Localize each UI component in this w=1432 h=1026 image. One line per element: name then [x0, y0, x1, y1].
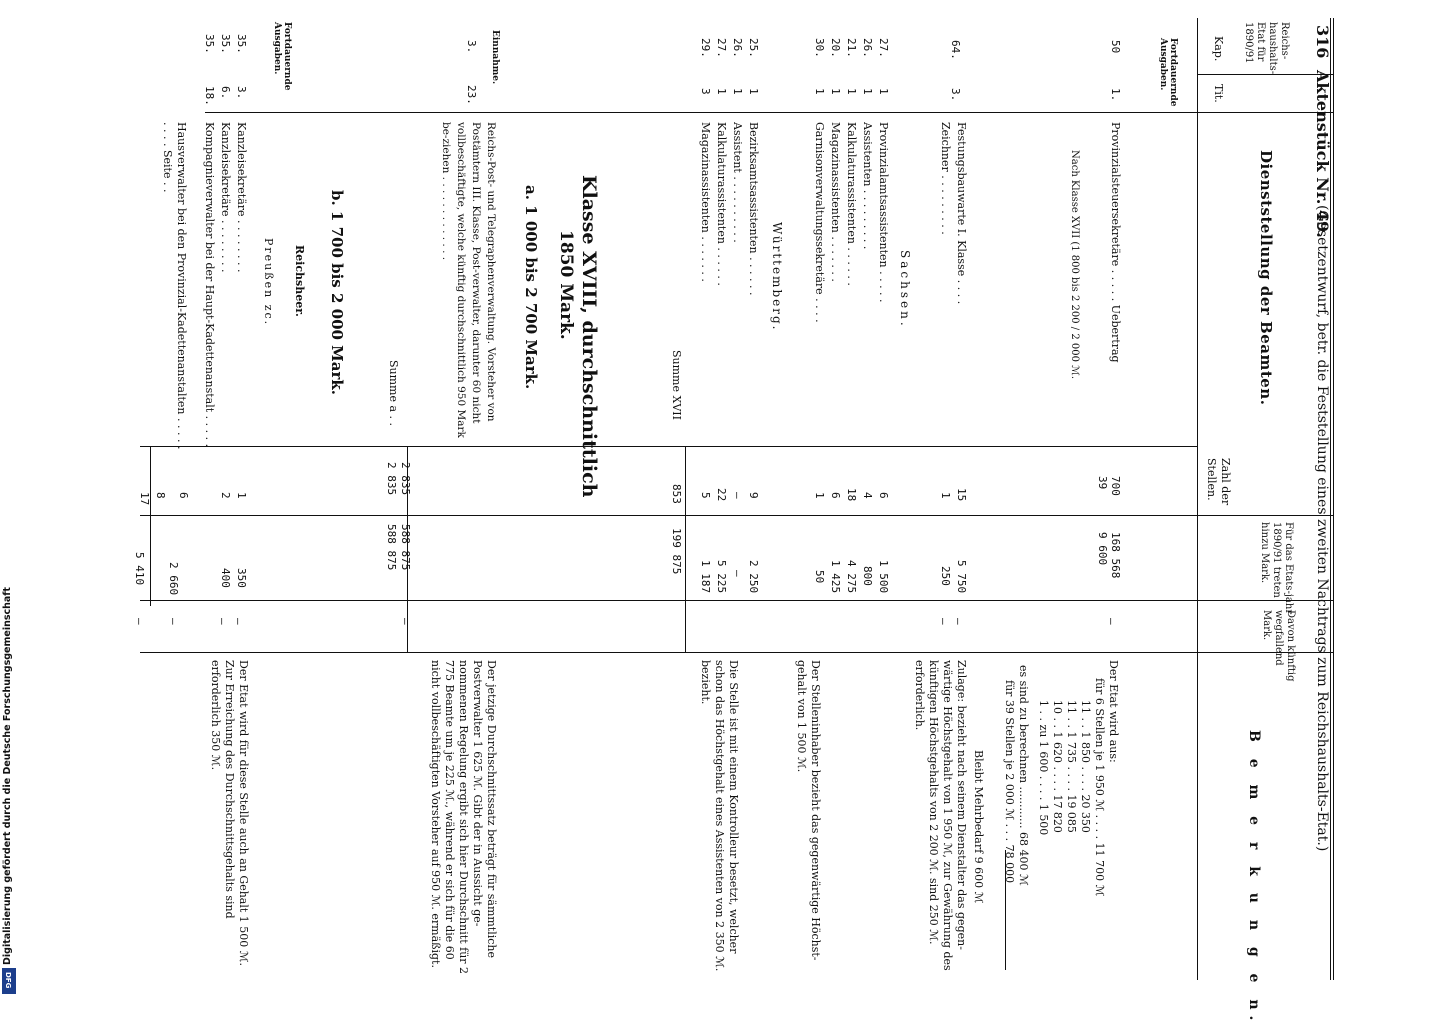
wuertt-1-kap: 25.: [747, 38, 760, 58]
block3-3-zahl: 6: [177, 492, 190, 499]
einnahme-tit: 23.: [465, 85, 478, 105]
remark-1-line-3: 11 . . 1 850 . . . . 20 350: [1079, 700, 1092, 833]
remark-1-line-8: für 39 Stellen je 2 000 ℳ . . . 78 000: [1003, 680, 1016, 884]
summe-xvii-mark: 199 875: [670, 528, 683, 575]
header-bemerkungen: B e m e r k u n g e n.: [1246, 730, 1262, 1026]
wuertt-4-kap: 29.: [699, 38, 712, 58]
page-title: Aktenstück Nr. 49.: [1313, 70, 1332, 238]
wuertt-2-tit: 1: [731, 88, 744, 95]
wuertt-2-zahl: —: [731, 492, 744, 499]
einnahme-mark: 588 875 588 875: [385, 524, 412, 571]
row3-mark: 250: [939, 566, 952, 586]
sachsen-4-text: Magazinassistenten . . . . . . .: [829, 122, 842, 282]
block3-2-tit: 6.: [219, 86, 232, 100]
sub-b-heading: b. 1 700 bis 2 000 Mark.: [328, 190, 346, 396]
sachsen-1-tit: 1: [877, 88, 890, 95]
sachsen-2-tit: 1: [861, 88, 874, 95]
wuertt-3-tit: 1: [715, 88, 728, 95]
wuertt-1-mark: 2 250: [747, 560, 760, 594]
sachsen-5-mark: 50: [813, 570, 826, 584]
sachsen-3-kap: 21.: [845, 38, 858, 58]
klasse-xviii-heading-2: 1850 Mark.: [556, 230, 576, 340]
preussen-heading: Preußen zc.: [262, 238, 275, 327]
sachsen-3-mark: 4 275: [845, 560, 858, 594]
header-kap: Kap.: [1212, 36, 1225, 62]
block3-3-kap: 35.: [203, 34, 216, 54]
section-fortdauernde-2: Fortdauernde Ausgaben.: [272, 22, 292, 91]
col-rule-dienst: [140, 446, 1197, 447]
wuertt-3-mark: 5 225: [715, 560, 728, 594]
block3-4-zahl: 8 17: [138, 492, 167, 506]
wuertt-4-mark: 1 187: [699, 560, 712, 594]
sachsen-4-mark: 1 425: [829, 560, 842, 594]
sachsen-4-tit: 1: [829, 88, 842, 95]
sachsen-3-text: Kalkulaturassistenten . . . . . .: [845, 122, 858, 286]
wuertt-3-text: Kalkulaturassistenten . . . . . .: [715, 122, 728, 286]
wuertt-2-kap: 26.: [731, 38, 744, 58]
digitization-credit: Digitalisierung gefördert durch die Deutsche Forschungsgemeinschaft: [2, 587, 13, 965]
block3-4-text: Hausverwalter bei den Provinzial-Kadettenanstalten . . . . . . . . . Seite . .: [161, 122, 188, 450]
sachsen-1-zahl: 6: [877, 492, 890, 499]
row2-mark: 5 750: [955, 560, 968, 594]
col-rule-mark: [140, 600, 1333, 601]
summe-xvii-zahl: 853: [670, 484, 683, 504]
page-subtitle: (Gesetzentwurf, betr. die Feststellung eines zweiten Nachtrags zum Reichshaushalts-Etat.): [1314, 205, 1330, 852]
row1-wegfall: —: [1105, 618, 1118, 625]
sachsen-5-text: Garnisonverwaltungssekretäre . . . .: [813, 122, 826, 323]
remark-3: Der Stelleninhaber bezieht das gegenwärtige Höchst-gehalt von 1 500 ℳ.: [795, 660, 822, 961]
block3-1-text: Kanzleisekretäre . . . . . . . .: [235, 122, 248, 273]
dfg-logo-text: DFG: [4, 972, 12, 989]
einnahme-kap: 3.: [465, 40, 478, 54]
summe-xvii-label: Summe XVII: [670, 350, 683, 420]
sachsen-3-zahl: 18: [845, 488, 858, 502]
block3-1-tit: 3.: [235, 86, 248, 100]
header-fuer-etatsjahr: Für das Etats-jahr 1890/91 treten hinzu Mark.: [1259, 522, 1294, 615]
remark-1-line-2: für 6 Stellen je 1 950 ℳ . . . . 11 700 ℳ: [1093, 678, 1106, 897]
sachsen-2-mark: 800: [861, 566, 874, 586]
remark-4: Die Stelle ist mit einem Kontrolleur besetzt, welcher schon das Höchstgehalt eines Assistenten von 2 350 ℳ. bezieht.: [699, 660, 740, 972]
remark-2: Zulage: bezieht nach seinem Dienstalter das gegen-wärtige Höchstgehalt von 1 950 ℳ, zur Gewährung des künftigen Höchstgehalts von 2 200 ℳ. sind 250 ℳ. erforderlich.: [913, 660, 968, 971]
row1-text: Provinzialsteuersekretäre . . . . . Uebertrag: [1109, 122, 1122, 363]
row2-tit: 3.: [949, 88, 962, 102]
header-rule-outer: [1333, 18, 1334, 980]
sachsen-4-kap: 20.: [829, 38, 842, 58]
sachsen-2-text: Assistenten . . . . . . . . .: [861, 122, 874, 250]
block3-2-zahl: 2: [219, 492, 232, 499]
wuertt-4-tit: 3: [699, 88, 712, 95]
row1-nach-klasse: Nach Klasse XVII (1 800 bis 2 200 / 2 000 ℳ.: [1069, 150, 1080, 379]
reichsheer-heading: Reichsheer.: [293, 245, 306, 317]
header-zahl: Zahl der Stellen.: [1204, 458, 1232, 506]
block3-1-zahl: 1: [235, 492, 248, 499]
header-dienststellung: Dienststellung der Beamten.: [1257, 150, 1275, 406]
sachsen-5-tit: 1: [813, 88, 826, 95]
page-number: 316: [1313, 25, 1332, 59]
einnahme-zahl: 2 835 2 835: [385, 462, 412, 496]
klasse-xviii-sub-a: a. 1 000 bis 2 700 Mark.: [522, 185, 540, 390]
sachsen-2-zahl: 4: [861, 492, 874, 499]
wuertt-1-text: Bezirksamtsassistenten . . . . . .: [747, 122, 760, 296]
wuertt-2-text: Assistent . . . . . . . . . .: [731, 122, 744, 243]
wuertt-4-zahl: 5: [699, 492, 712, 499]
block3-1-kap: 35.: [235, 34, 248, 54]
block3-1-wegfall: —: [232, 618, 245, 625]
remark-5: Der jetzige Durchschnittssatz beträgt für sämmtliche Postverwalter 1 625 ℳ. Gibt der in Aussicht ge-nommenen Regelung ergibt sich hier Durchschnitt für 2 775 Beamte um je 225 ℳ., während er sich für die 60 nicht vollbeschäftigten Vorsteher auf 950 ℳ. ermäßigt.: [429, 660, 498, 975]
row3-zahl: 1: [939, 492, 952, 499]
einnahme-wegfall: —: [399, 618, 412, 625]
block3-1-mark: 350: [235, 568, 248, 588]
block3-2-text: Kanzleisekretäre . . . . . . . .: [219, 122, 232, 273]
remark-1-line-5: 10 . . 1 620 . . . . 17 820: [1051, 700, 1064, 833]
wuertt-4-text: Magazinassistenten . . . . . . .: [699, 122, 712, 282]
header-tit: Tit.: [1212, 84, 1225, 103]
sachsen-3-tit: 1: [845, 88, 858, 95]
header-etat: Reichs-haushalts-Etat für 1890/91: [1243, 22, 1290, 75]
col-rule-wegfall: [140, 652, 1333, 653]
remark-1-line-7: es sind zu berechnen ............ 68 400 ℳ: [1017, 665, 1030, 886]
row3-text: Zeichner . . . . . . . . .: [939, 122, 952, 235]
block3-3-tit: 18.: [203, 86, 216, 106]
einnahme-summe: Summe a . .: [387, 360, 400, 427]
row1-zahl: 700 39: [1095, 476, 1122, 496]
header-rule-inner: [1197, 18, 1198, 980]
sum-rule-xvii: [685, 446, 686, 652]
sachsen-5-kap: 30.: [813, 38, 826, 58]
wuertt-3-zahl: 22: [715, 488, 728, 502]
wuertt-3-kap: 27.: [715, 38, 728, 58]
remark-1-line-4: 11 . . 1 735 . . . . 19 085: [1065, 700, 1078, 833]
remark-1-line-9: Bleibt Mehrbedarf 9 600 ℳ: [972, 750, 985, 904]
row2-wegfall: —: [952, 618, 965, 625]
remark-1-line-6: 1 . . zu 1 600 . . . . 1 500: [1037, 700, 1050, 836]
sachsen-1-kap: 27.: [877, 38, 890, 58]
block3-3-text: Kompagnieverwalter bei der Haupt-Kadettenanstalt . . . . .: [203, 122, 216, 448]
block3-2-mark: 400: [219, 568, 232, 588]
block3-4-mark: 5 410: [133, 552, 146, 586]
remark-6: Der Etat wird für diese Stelle auch an Gehalt 1 500 ℳ. Zur Erreichung des Durchschnittsgehalts sind erforderlich 350 ℳ.: [209, 660, 250, 967]
sachsen-1-mark: 1 500: [877, 560, 890, 594]
wuertt-1-zahl: 9: [747, 492, 760, 499]
section-fortdauernde-1: Fortdauernde Ausgaben.: [1158, 38, 1178, 107]
row2-zahl: 15: [955, 488, 968, 502]
einnahme-text: Reichs-Post- und Telegraphenverwaltung. Vorsteher von Postämtern III. Klasse, Post-verwalter, darunter 60 nicht vollbeschäftigte, welche künftig durchschnittlich 950 Mark be-ziehen . . . . . . . . . . . . .: [440, 122, 497, 438]
einnahme-label: Einnahme.: [490, 30, 500, 85]
row1-tit: 1.: [1109, 88, 1122, 102]
wuertt-1-tit: 1: [747, 88, 760, 95]
dfg-logo: [2, 968, 16, 994]
header-kuenftig-wegfallend: Davon künftig wegfallend Mark.: [1261, 610, 1296, 682]
subheading-wuerttemberg: Württemberg.: [770, 222, 784, 332]
subheading-sachsen: Sachsen.: [898, 250, 912, 329]
klasse-xviii-heading: Klasse XVIII, durchschnittlich: [578, 175, 600, 498]
row3-wegfall: —: [937, 618, 950, 625]
sachsen-2-kap: 26.: [861, 38, 874, 58]
sum-rule-b: [150, 446, 151, 606]
sachsen-5-zahl: 1: [813, 492, 826, 499]
block3-3-mark: 2 660: [167, 562, 180, 596]
block3-2-wegfall: —: [216, 618, 229, 625]
col-rule-etat: [205, 112, 1333, 113]
row1-mark: 168 568 9 600: [1095, 532, 1122, 579]
row2-text: Festungsbauwarte I. Klasse . . . .: [955, 122, 968, 305]
block3-3-wegfall: —: [167, 618, 180, 625]
row2-kap: 64.: [949, 40, 962, 60]
remark-1-line-1: Der Etat wird aus:: [1107, 660, 1120, 763]
sachsen-1-text: Provinzialamtsassistenten . . . . .: [877, 122, 890, 303]
col-rule-zahl: [140, 515, 1333, 516]
wuertt-2-mark: —: [731, 570, 744, 577]
block3-4-wegfall: —: [133, 618, 146, 625]
row1-kap: 50: [1109, 40, 1122, 54]
block3-2-kap: 35.: [219, 34, 232, 54]
sachsen-4-zahl: 6: [829, 492, 842, 499]
